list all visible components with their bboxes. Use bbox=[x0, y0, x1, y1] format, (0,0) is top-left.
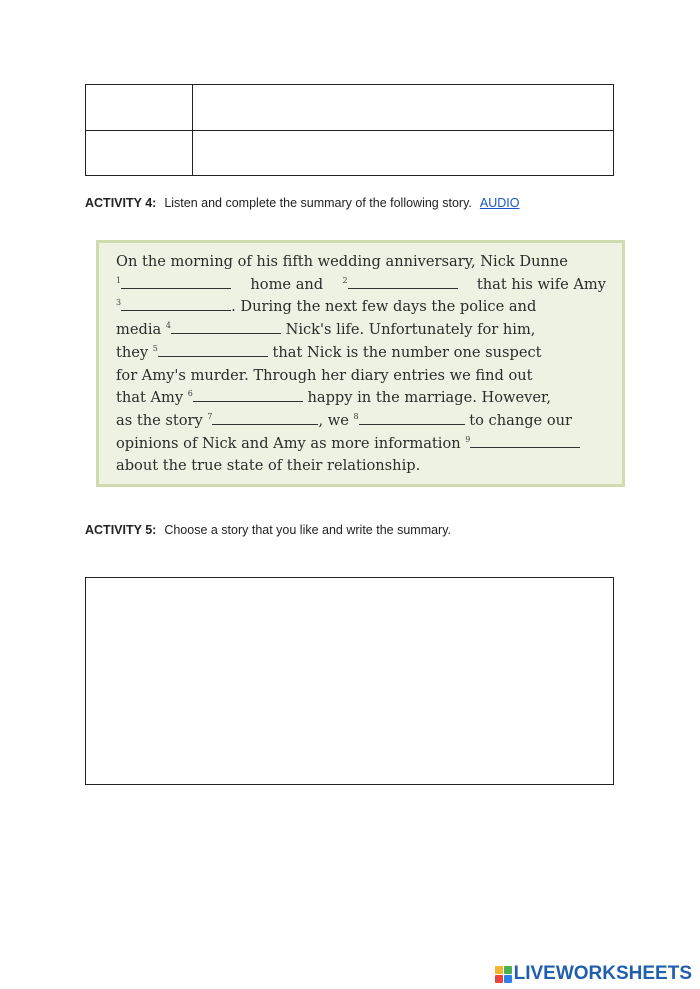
story-text: as the story bbox=[116, 411, 203, 429]
story-text: opinions of Nick and Amy as more information bbox=[116, 434, 461, 452]
activity-5-instruction: Choose a story that you like and write the summary. bbox=[164, 523, 452, 537]
story-text: that Amy bbox=[116, 389, 184, 407]
blank-number: 2 bbox=[342, 275, 348, 285]
blank-4[interactable] bbox=[171, 320, 281, 334]
table-cell[interactable] bbox=[193, 130, 614, 176]
story-text: On the morning of his fifth wedding anniversary, Nick Dunne bbox=[116, 253, 568, 270]
answer-table bbox=[85, 84, 614, 176]
story-line bbox=[116, 365, 606, 388]
activity-4-label: ACTIVITY 4: bbox=[85, 196, 157, 210]
story-text: home and bbox=[250, 275, 324, 293]
story-text: media bbox=[116, 321, 162, 339]
table-cell[interactable] bbox=[86, 85, 193, 131]
story-summary-box bbox=[96, 240, 625, 487]
activity-5-heading bbox=[85, 523, 451, 537]
story-line bbox=[116, 455, 606, 478]
story-text: they bbox=[116, 343, 149, 361]
story-text: for Amy's murder. Through her diary entries we find out bbox=[116, 366, 533, 384]
activity-5-label: ACTIVITY 5: bbox=[85, 523, 157, 537]
activity-4-heading bbox=[85, 196, 519, 210]
audio-link[interactable]: AUDIO bbox=[479, 196, 520, 210]
blank-7[interactable] bbox=[212, 411, 318, 425]
table-row bbox=[86, 130, 614, 176]
blank-5[interactable] bbox=[158, 343, 268, 357]
blank-number: 7 bbox=[207, 412, 213, 422]
story-line bbox=[116, 342, 606, 365]
story-text: that Nick is the number one suspect bbox=[272, 343, 542, 361]
story-line bbox=[116, 296, 606, 319]
blank-6[interactable] bbox=[193, 388, 303, 402]
blank-number: 1 bbox=[116, 275, 122, 285]
blank-2[interactable] bbox=[348, 275, 458, 289]
table-cell[interactable] bbox=[193, 85, 614, 131]
story-line bbox=[116, 410, 606, 433]
story-line bbox=[116, 251, 606, 274]
table-row bbox=[86, 85, 614, 131]
blank-8[interactable] bbox=[359, 411, 465, 425]
blank-1[interactable] bbox=[121, 275, 231, 289]
story-text: happy in the marriage. However, bbox=[307, 389, 552, 407]
story-text: Nick's life. Unfortunately for him, bbox=[285, 321, 536, 339]
story-text: to change our bbox=[469, 411, 572, 429]
story-text: about the true state of their relationship. bbox=[116, 457, 421, 475]
blank-number: 6 bbox=[187, 389, 193, 399]
story-text: . During the next few days the police and bbox=[231, 298, 537, 316]
story-line bbox=[116, 319, 606, 342]
blank-number: 3 bbox=[116, 298, 122, 308]
liveworksheets-logo-icon bbox=[495, 966, 512, 983]
story-line bbox=[116, 274, 606, 297]
blank-number: 4 bbox=[165, 321, 171, 331]
story-line bbox=[116, 387, 606, 410]
activity-4-instruction: Listen and complete the summary of the following story. bbox=[164, 196, 472, 210]
liveworksheets-brand bbox=[495, 963, 692, 985]
table-cell[interactable] bbox=[86, 130, 193, 176]
story-line bbox=[116, 433, 606, 456]
blank-9[interactable] bbox=[470, 434, 580, 448]
story-text: that his wife Amy bbox=[476, 275, 606, 293]
blank-3[interactable] bbox=[121, 297, 231, 311]
blank-number: 8 bbox=[353, 412, 359, 422]
blank-number: 9 bbox=[465, 434, 471, 444]
blank-number: 5 bbox=[152, 343, 158, 353]
story-text: , we bbox=[318, 411, 349, 429]
summary-answer-box[interactable] bbox=[85, 577, 614, 785]
brand-name: LIVEWORKSHEETS bbox=[513, 963, 692, 984]
